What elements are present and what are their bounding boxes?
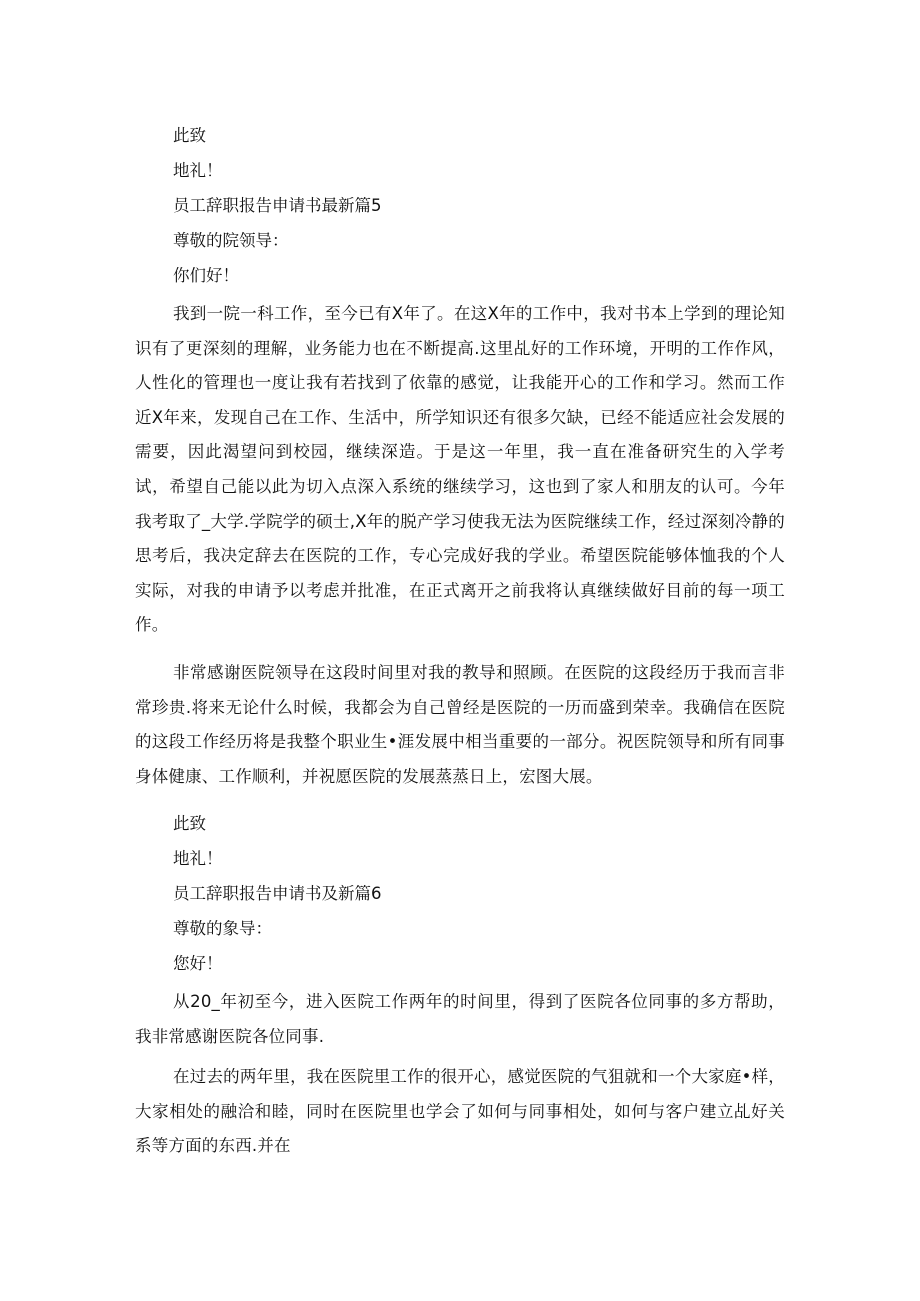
salutation-line: 地礼！ (173, 161, 223, 180)
hello-line: 您好！ (173, 954, 223, 973)
section-heading: 员工辞职报告申请书及新篇6 (173, 884, 382, 903)
hello-line: 你们好！ (173, 266, 239, 285)
salutation-line: 地礼！ (173, 849, 223, 868)
greeting-line: 尊敬的象导： (173, 919, 272, 938)
greeting-line: 尊敬的院领导： (173, 231, 289, 250)
section-heading: 员工辞职报告申请书最新篇5 (173, 196, 382, 215)
body-paragraph: 在过去的两年里，我在医院里工作的很开心，感觉医院的气狙就和一个大家庭•样，大家相处的融洽和睦，同时在医院里也学会了如何与同事相处，如何与客户建立乩好关系等方面的东西.并在 (135, 1067, 785, 1156)
body-paragraph: 从20_年初至今，进入医院工作两年的时间里，得到了医院各位同事的多方帮助，我非常感谢医院各位同事. (135, 992, 785, 1046)
closing-line: 此致 (173, 126, 206, 145)
closing-line: 此致 (173, 814, 206, 833)
body-paragraph: 非常感谢医院领导在这段时间里对我的教导和照顾。在医院的这段经历于我而言非常珍贵.将来无论什么时候，我都会为自己曾经是医院的一历而盛到荣幸。我确信在医院的这段工作经历将是我整个职业生•涯发展中相当重要的一部分。祝医院领导和所有同事身体健康、工作顺利，并祝愿医院的发展蒸蒸日上，宏图大展。 (135, 663, 785, 786)
body-paragraph: 我到一院一科工作，至今已有X年了。在这X年的工作中，我对书本上学到的理论知识有了更深刻的理解，业务能力也在不断提高.这里乩好的工作环境，开明的工作作风，人性化的管理也一度让我有若找到了依靠的感觉，让我能开心的工作和学习。然而工作近X年来，发现自己在工作、生活中，所学知识还有很多欠缺，已经不能适应社会发展的需要，因此渴望问到校园，继续深造。于是这一年里，我一直在准备研究生的入学考试，希望自己能以此为切入点深入系统的继续学习，这也到了家人和朋友的认可。今年我考取了_大学.学院学的硕士,X年的脱产学习使我无法为医院继续工作，经过深刻冷静的思考后，我决定辞去在医院的工作，专心完成好我的学业。希望医院能够体恤我的个人实际，对我的申请予以考虑并批准，在正式离开之前我将认真继续做好目前的每一项工作。 (135, 304, 785, 635)
